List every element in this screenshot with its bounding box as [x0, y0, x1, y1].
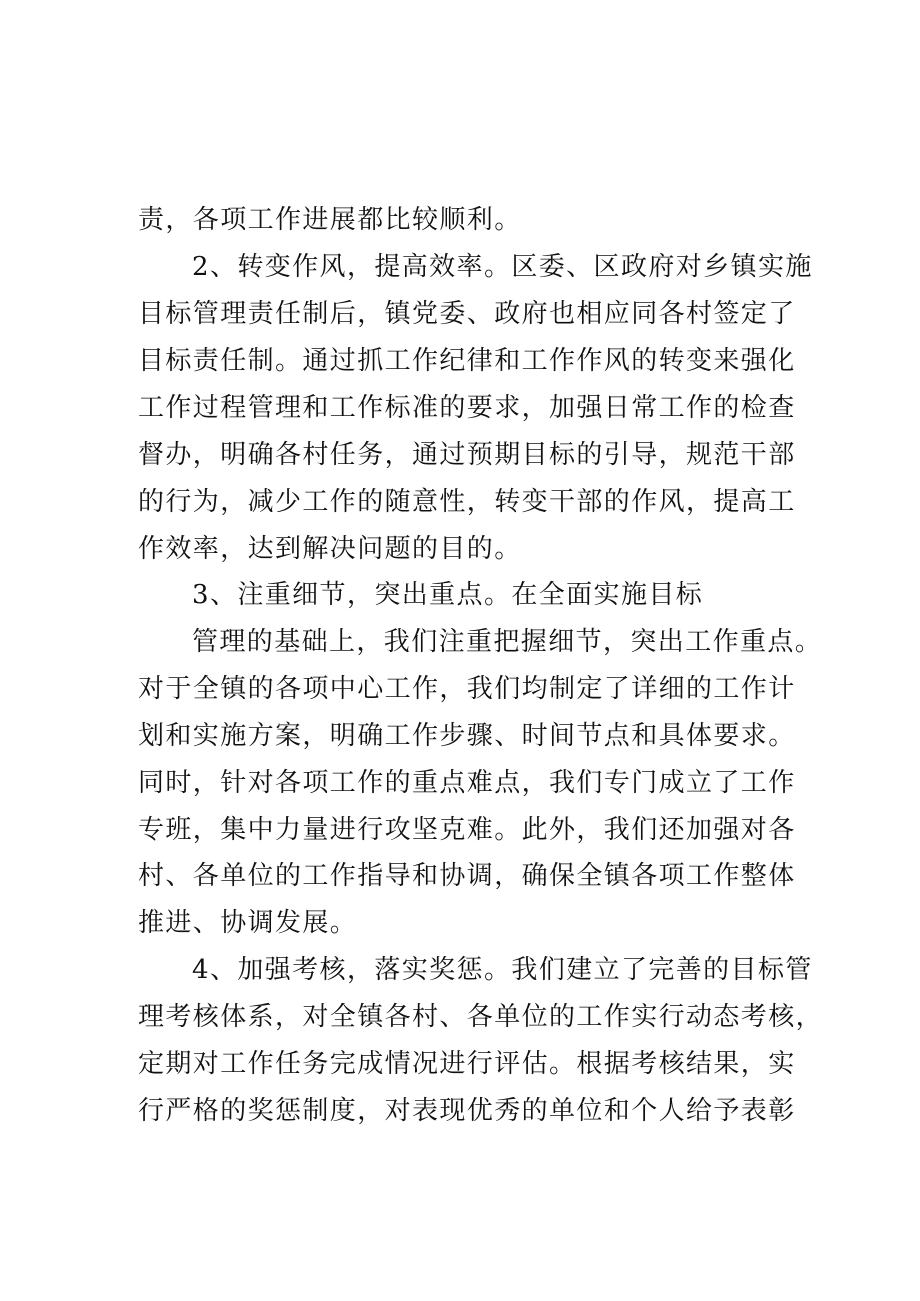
text-line-17: 4、加强考核，落实奖惩。我们建立了完善的目标管 — [192, 955, 813, 985]
text-line-10: 管理的基础上，我们注重把握细节，突出工作重点。 — [192, 627, 823, 657]
text-line-16: 推进、协调发展。 — [138, 908, 358, 938]
text-line-5: 工作过程管理和工作标准的要求，加强日常工作的检查 — [138, 393, 796, 423]
text-line-19: 定期对工作任务完成情况进行评估。根据考核结果，实 — [138, 1049, 796, 1079]
text-line-20: 行严格的奖惩制度，对表现优秀的单位和个人给予表彰 — [138, 1096, 796, 1126]
text-line-9: 3、注重细节，突出重点。在全面实施目标 — [192, 580, 704, 610]
text-line-2: 2、转变作风，提高效率。区委、区政府对乡镇实施 — [192, 252, 813, 282]
text-line-11: 对于全镇的各项中心工作，我们均制定了详细的工作计 — [138, 674, 796, 704]
text-line-7: 的行为，减少工作的随意性，转变干部的作风，提高工 — [138, 487, 796, 517]
text-line-13: 同时，针对各项工作的重点难点，我们专门成立了工作 — [138, 768, 796, 798]
text-line-12: 划和实施方案，明确工作步骤、时间节点和具体要求。 — [138, 721, 796, 751]
text-line-4: 目标责任制。通过抓工作纪律和工作作风的转变来强化 — [138, 346, 796, 376]
text-line-8: 作效率，达到解决问题的目的。 — [138, 534, 522, 564]
text-line-1: 责，各项工作进展都比较顺利。 — [138, 205, 522, 235]
text-line-15: 村、各单位的工作指导和协调，确保全镇各项工作整体 — [138, 861, 796, 891]
text-line-6: 督办，明确各村任务，通过预期目标的引导，规范干部 — [138, 440, 796, 470]
text-line-3: 目标管理责任制后，镇党委、政府也相应同各村签定了 — [138, 299, 796, 329]
text-line-18: 理考核体系，对全镇各村、各单位的工作实行动态考核， — [138, 1002, 824, 1032]
text-line-14: 专班，集中力量进行攻坚克难。此外，我们还加强对各 — [138, 815, 796, 845]
